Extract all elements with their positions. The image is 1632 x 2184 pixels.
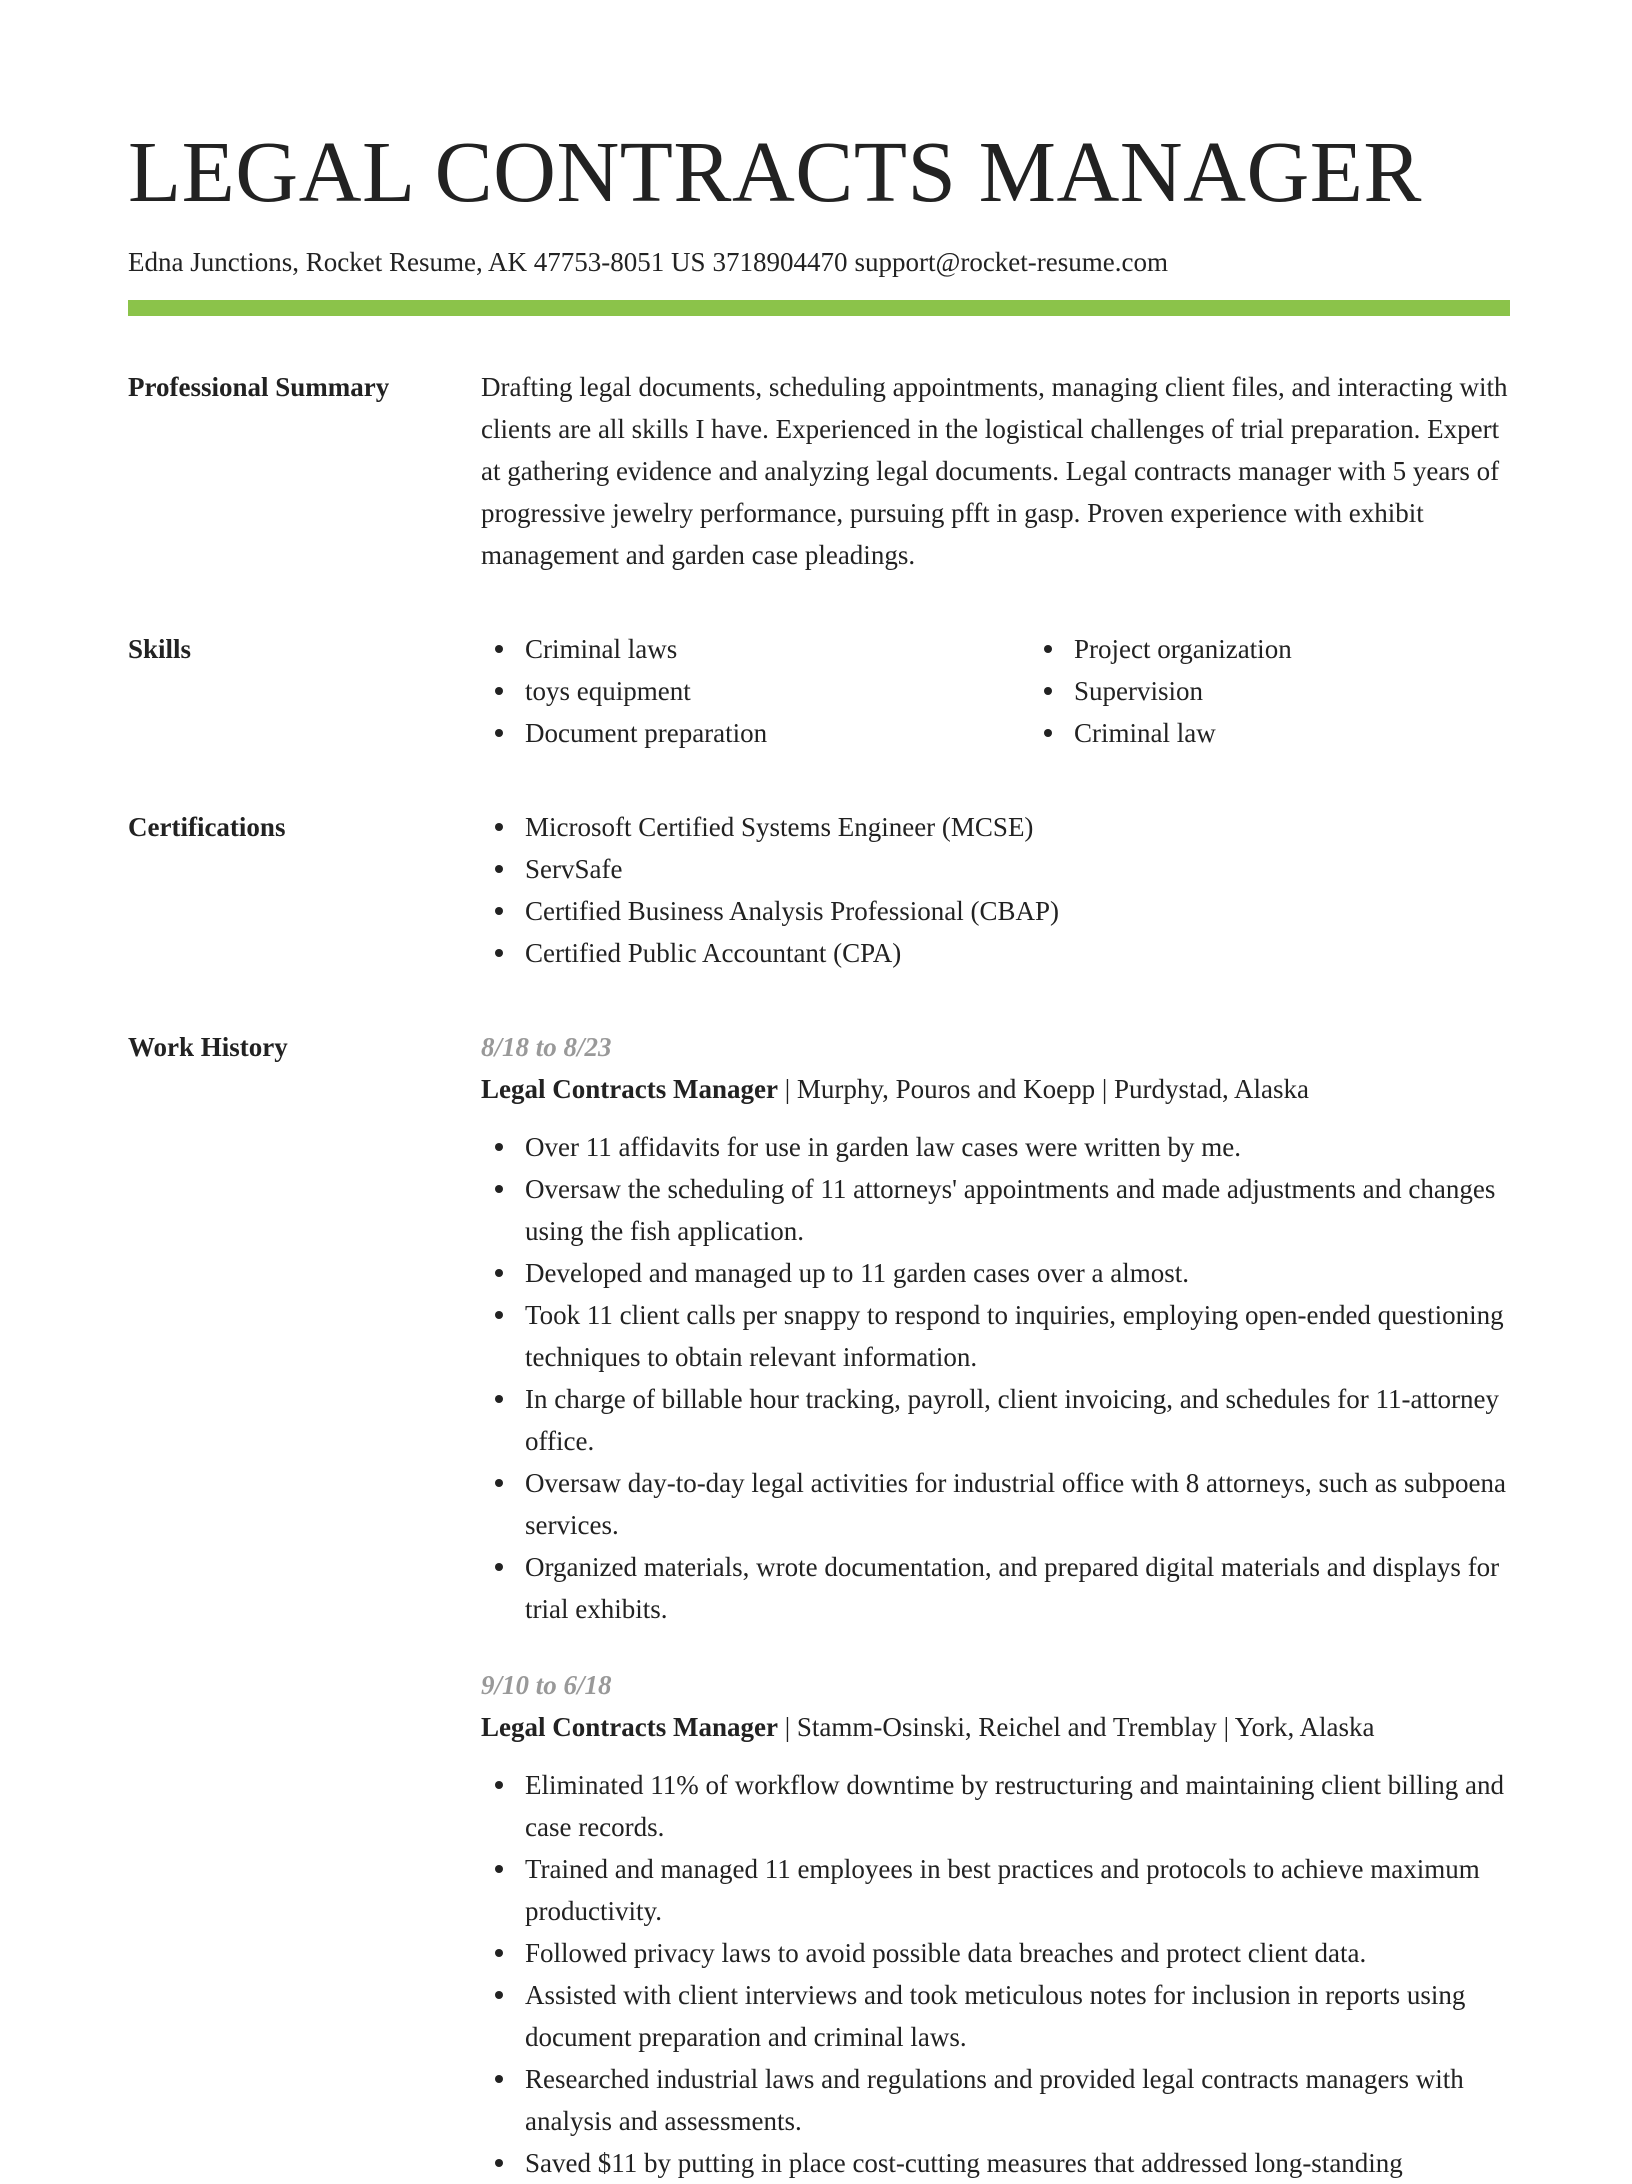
job-bullet: Followed privacy laws to avoid possible data breaches and protect client data. (525, 1932, 1510, 1974)
work-history-section (128, 1026, 1510, 2184)
job-bullet: Researched industrial laws and regulations and provided legal contracts managers with analysis and assessments. (525, 2058, 1510, 2142)
certifications-heading: Certifications (128, 812, 286, 842)
job-bullet: Saved $11 by putting in place cost-cutting measures that addressed long-standing (525, 2142, 1510, 2184)
job-company: Stamm-Osinski, Reichel and Tremblay (796, 1712, 1217, 1742)
resume-title: LEGAL CONTRACTS MANAGER (128, 123, 1422, 220)
skill-item: Document preparation (525, 712, 1030, 754)
header-divider (128, 300, 1510, 316)
work-history-heading: Work History (128, 1032, 288, 1062)
contact-phone: 3718904470 (712, 247, 848, 277)
job-separator: | (777, 1074, 797, 1104)
skills-section (128, 628, 1510, 754)
job-bullets (481, 1126, 1510, 1630)
skill-item: Supervision (1074, 670, 1579, 712)
job-separator: | (1095, 1074, 1114, 1104)
job-bullet: Oversaw the scheduling of 11 attorneys' appointments and made adjustments and changes using the fish application. (525, 1168, 1510, 1252)
contact-address: Edna Junctions, Rocket Resume, AK 47753-8051 US (128, 247, 706, 277)
job-dates: 8/18 to 8/23 (481, 1032, 612, 1062)
job-title: Legal Contracts Manager (481, 1712, 778, 1742)
job-bullet: Oversaw day-to-day legal activities for industrial office with 8 attorneys, such as subpoena services. (525, 1462, 1510, 1546)
job-separator: | (1216, 1712, 1235, 1742)
job-bullet: In charge of billable hour tracking, payroll, client invoicing, and schedules for 11-attorney office. (525, 1378, 1510, 1462)
skill-item: Criminal laws (525, 628, 1030, 670)
job-bullet: Organized materials, wrote documentation, and prepared digital materials and displays for trial exhibits. (525, 1546, 1510, 1630)
job-bullet: Trained and managed 11 employees in best practices and protocols to achieve maximum productivity. (525, 1848, 1510, 1932)
skills-heading: Skills (128, 634, 192, 664)
summary-section (128, 366, 1510, 576)
contact-line (128, 246, 1510, 278)
certification-item: Certified Public Accountant (CPA) (525, 932, 1510, 974)
job-bullet: Over 11 affidavits for use in garden law cases were written by me. (525, 1126, 1510, 1168)
job-location: York, Alaska (1234, 1712, 1375, 1742)
job-bullet: Developed and managed up to 11 garden cases over a almost. (525, 1252, 1510, 1294)
job-separator: | (777, 1712, 797, 1742)
resume-page (128, 0, 1510, 2184)
job-bullet: Took 11 client calls per snappy to respond to inquiries, employing open-ended questioning techniques to obtain relevant information. (525, 1294, 1510, 1378)
job-location: Purdystad, Alaska (1113, 1074, 1309, 1104)
skill-item: Criminal law (1074, 712, 1579, 754)
job-dates: 9/10 to 6/18 (481, 1670, 612, 1700)
job-title: Legal Contracts Manager (481, 1074, 778, 1104)
job-bullet: Assisted with client interviews and took meticulous notes for inclusion in reports using document preparation and criminal laws. (525, 1974, 1510, 2058)
job-header (481, 1706, 1510, 1748)
certification-item: ServSafe (525, 848, 1510, 890)
skills-list-right (1030, 628, 1579, 754)
job-company: Murphy, Pouros and Koepp (796, 1074, 1096, 1104)
certifications-section (128, 806, 1510, 974)
job-bullets (481, 1764, 1510, 2184)
skills-list-left (481, 628, 1030, 754)
job-entry (481, 1026, 1510, 1630)
contact-email: support@rocket-resume.com (854, 247, 1168, 277)
skill-item: toys equipment (525, 670, 1030, 712)
job-bullet: Eliminated 11% of workflow downtime by restructuring and maintaining client billing and case records. (525, 1764, 1510, 1848)
certification-item: Certified Business Analysis Professional (CBAP) (525, 890, 1510, 932)
certifications-list (481, 806, 1510, 974)
skill-item: Project organization (1074, 628, 1579, 670)
certification-item: Microsoft Certified Systems Engineer (MCSE) (525, 806, 1510, 848)
job-entry (481, 1664, 1510, 2184)
summary-heading: Professional Summary (128, 372, 390, 402)
summary-text: Drafting legal documents, scheduling appointments, managing client files, and interacting with clients are all skills I have. Experienced in the logistical challenges of trial preparation. Expert at gathering evidence and analyzing legal documents. Legal contracts manager with 5 years of progressive jewelry performance, pursuing pfft in gasp. Proven experience with exhibit management and garden case pleadings. (481, 372, 1508, 570)
job-header (481, 1068, 1510, 1110)
